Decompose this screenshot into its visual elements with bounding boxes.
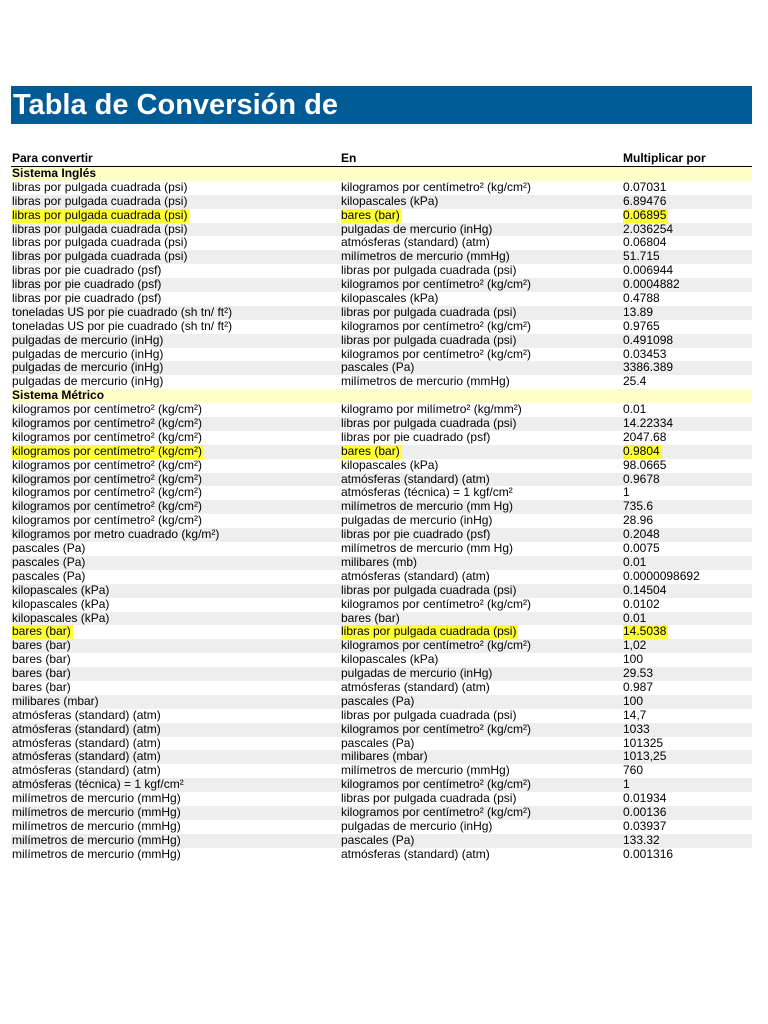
cell-factor: 0.01 xyxy=(623,554,647,569)
cell-to: pascales (Pa) xyxy=(341,735,415,750)
cell-from: atmósferas (standard) (atm) xyxy=(12,707,161,722)
cell-to: kilogramos por centímetro² (kg/cm²) xyxy=(341,318,532,333)
table-row xyxy=(11,750,752,764)
cell-to: bares (bar) xyxy=(341,610,400,625)
cell-to: libras por pulgada cuadrada (psi) xyxy=(341,582,517,597)
cell-from: kilogramos por centímetro² (kg/cm²) xyxy=(12,499,203,514)
cell-from: milímetros de mercurio (mmHg) xyxy=(12,832,181,847)
cell-to: pascales (Pa) xyxy=(341,832,415,847)
cell-factor: 0.006944 xyxy=(623,263,674,278)
cell-to: milibares (mb) xyxy=(341,554,418,569)
cell-factor: 0.06895 xyxy=(623,207,667,222)
cell-from: libras por pie cuadrado (psf) xyxy=(12,291,162,306)
cell-to: pulgadas de mercurio (inHg) xyxy=(341,818,493,833)
cell-from: pascales (Pa) xyxy=(12,554,86,569)
table-row xyxy=(11,306,752,320)
cell-to: kilogramos por centímetro² (kg/cm²) xyxy=(341,179,532,194)
cell-to: atmósferas (standard) (atm) xyxy=(341,679,490,694)
cell-factor: 735.6 xyxy=(623,499,654,514)
cell-to: milímetros de mercurio (mmHg) xyxy=(341,374,510,389)
cell-to: pascales (Pa) xyxy=(341,693,415,708)
cell-from: kilogramos por centímetro² (kg/cm²) xyxy=(12,416,203,431)
table-row xyxy=(11,181,752,195)
cell-to: bares (bar) xyxy=(341,443,400,458)
cell-to: kilogramos por centímetro² (kg/cm²) xyxy=(341,346,532,361)
table-row xyxy=(11,820,752,834)
cell-from: kilogramos por centímetro² (kg/cm²) xyxy=(12,457,203,472)
cell-to: kilopascales (kPa) xyxy=(341,193,439,208)
table-row xyxy=(11,695,752,709)
table-row xyxy=(11,195,752,209)
table-row xyxy=(11,417,752,431)
cell-factor: 3386.389 xyxy=(623,360,674,375)
cell-factor: 14.5038 xyxy=(623,624,667,639)
cell-factor: 28.96 xyxy=(623,513,654,528)
cell-to: pulgadas de mercurio (inHg) xyxy=(341,221,493,236)
table-row xyxy=(11,459,752,473)
table-row xyxy=(11,792,752,806)
cell-from: atmósferas (standard) (atm) xyxy=(12,735,161,750)
cell-to: kilogramos por centímetro² (kg/cm²) xyxy=(341,804,532,819)
table-row xyxy=(11,264,752,278)
cell-from: pascales (Pa) xyxy=(12,541,86,556)
table-row xyxy=(11,236,752,250)
cell-from: milímetros de mercurio (mmHg) xyxy=(12,791,181,806)
cell-to: libras por pulgada cuadrada (psi) xyxy=(341,332,517,347)
cell-factor: 0.14504 xyxy=(623,582,667,597)
table-row xyxy=(11,834,752,848)
section-header-row xyxy=(11,389,752,403)
cell-factor: 1,02 xyxy=(623,638,647,653)
table-row xyxy=(11,334,752,348)
cell-from: libras por pulgada cuadrada (psi) xyxy=(12,249,188,264)
cell-factor: 13.89 xyxy=(623,304,654,319)
cell-from: atmósferas (standard) (atm) xyxy=(12,721,161,736)
cell-to: bares (bar) xyxy=(341,207,400,222)
cell-factor: 760 xyxy=(623,763,644,778)
cell-to: kilopascales (kPa) xyxy=(341,457,439,472)
table-row xyxy=(11,292,752,306)
table-row xyxy=(11,348,752,362)
table-row xyxy=(11,375,752,389)
cell-to: kilopascales (kPa) xyxy=(341,652,439,667)
conversion-table xyxy=(11,152,752,862)
cell-factor: 29.53 xyxy=(623,666,654,681)
table-row xyxy=(11,403,752,417)
cell-from: libras por pie cuadrado (psf) xyxy=(12,263,162,278)
column-header-factor: Multiplicar por xyxy=(623,151,706,165)
cell-to: libras por pulgada cuadrada (psi) xyxy=(341,707,517,722)
section-title: Sistema Inglés xyxy=(12,166,97,180)
table-row xyxy=(11,625,752,639)
table-row xyxy=(11,639,752,653)
cell-factor: 51.715 xyxy=(623,249,660,264)
cell-to: atmósferas (standard) (atm) xyxy=(341,235,490,250)
cell-factor: 25.4 xyxy=(623,374,647,389)
cell-from: kilopascales (kPa) xyxy=(12,582,110,597)
cell-factor: 0.9804 xyxy=(623,443,660,458)
cell-to: milímetros de mercurio (mm Hg) xyxy=(341,499,514,514)
cell-from: libras por pulgada cuadrada (psi) xyxy=(12,221,188,236)
cell-to: kilogramos por centímetro² (kg/cm²) xyxy=(341,596,532,611)
column-header-to: En xyxy=(341,151,357,165)
cell-to: kilogramos por centímetro² (kg/cm²) xyxy=(341,638,532,653)
table-row xyxy=(11,612,752,626)
cell-factor: 0.0004882 xyxy=(623,277,680,292)
cell-factor: 0.4788 xyxy=(623,291,660,306)
cell-to: libras por pulgada cuadrada (psi) xyxy=(341,416,517,431)
cell-to: atmósferas (standard) (atm) xyxy=(341,568,490,583)
cell-from: atmósferas (técnica) = 1 kgf/cm² xyxy=(12,777,184,792)
table-row xyxy=(11,278,752,292)
table-row xyxy=(11,500,752,514)
cell-from: pulgadas de mercurio (inHg) xyxy=(12,332,164,347)
table-row xyxy=(11,764,752,778)
cell-from: libras por pulgada cuadrada (psi) xyxy=(12,207,188,222)
cell-from: libras por pulgada cuadrada (psi) xyxy=(12,235,188,250)
cell-to: pascales (Pa) xyxy=(341,360,415,375)
section-title: Sistema Métrico xyxy=(12,388,105,403)
table-row xyxy=(11,542,752,556)
cell-from: atmósferas (standard) (atm) xyxy=(12,763,161,778)
cell-to: milibares (mbar) xyxy=(341,749,428,764)
cell-to: milímetros de mercurio (mmHg) xyxy=(341,249,510,264)
cell-factor: 133.32 xyxy=(623,832,660,847)
cell-factor: 0.01 xyxy=(623,402,647,417)
cell-factor: 0.0000098692 xyxy=(623,568,700,583)
table-row xyxy=(11,737,752,751)
cell-factor: 2047.68 xyxy=(623,429,667,444)
cell-factor: 0.01934 xyxy=(623,791,667,806)
cell-to: atmósferas (standard) (atm) xyxy=(341,846,490,861)
cell-factor: 6.89476 xyxy=(623,193,667,208)
cell-to: kilopascales (kPa) xyxy=(341,291,439,306)
section-header-row xyxy=(11,167,752,181)
cell-factor: 1 xyxy=(623,777,630,792)
table-row xyxy=(11,556,752,570)
table-row xyxy=(11,431,752,445)
cell-factor: 0.0102 xyxy=(623,596,660,611)
cell-factor: 0.06804 xyxy=(623,235,667,250)
cell-from: kilogramos por centímetro² (kg/cm²) xyxy=(12,513,203,528)
cell-factor: 101325 xyxy=(623,735,664,750)
cell-to: libras por pulgada cuadrada (psi) xyxy=(341,263,517,278)
table-row xyxy=(11,486,752,500)
cell-to: milímetros de mercurio (mm Hg) xyxy=(341,541,514,556)
table-header-row xyxy=(11,152,752,167)
cell-from: milímetros de mercurio (mmHg) xyxy=(12,818,181,833)
table-row xyxy=(11,528,752,542)
cell-factor: 0.9765 xyxy=(623,318,660,333)
cell-from: kilogramos por metro cuadrado (kg/m²) xyxy=(12,527,220,542)
cell-from: libras por pulgada cuadrada (psi) xyxy=(12,193,188,208)
cell-to: atmósferas (standard) (atm) xyxy=(341,471,490,486)
cell-to: kilogramos por centímetro² (kg/cm²) xyxy=(341,721,532,736)
table-row xyxy=(11,723,752,737)
cell-factor: 100 xyxy=(623,693,644,708)
cell-factor: 0.01 xyxy=(623,610,647,625)
table-row xyxy=(11,709,752,723)
table-row xyxy=(11,598,752,612)
title-bar xyxy=(11,86,752,124)
table-row xyxy=(11,681,752,695)
cell-to: atmósferas (técnica) = 1 kgf/cm² xyxy=(341,485,513,500)
table-row xyxy=(11,320,752,334)
cell-from: libras por pie cuadrado (psf) xyxy=(12,277,162,292)
cell-from: pulgadas de mercurio (inHg) xyxy=(12,374,164,389)
table-row xyxy=(11,250,752,264)
cell-from: toneladas US por pie cuadrado (sh tn/ ft²) xyxy=(12,304,233,319)
cell-factor: 14,7 xyxy=(623,707,647,722)
cell-to: pulgadas de mercurio (inHg) xyxy=(341,513,493,528)
cell-from: libras por pulgada cuadrada (psi) xyxy=(12,179,188,194)
cell-from: kilogramos por centímetro² (kg/cm²) xyxy=(12,485,203,500)
cell-from: milibares (mbar) xyxy=(12,693,99,708)
cell-factor: 100 xyxy=(623,652,644,667)
cell-factor: 0.987 xyxy=(623,679,654,694)
table-row xyxy=(11,473,752,487)
cell-to: libras por pie cuadrado (psf) xyxy=(341,527,491,542)
table-row xyxy=(11,361,752,375)
table-row xyxy=(11,514,752,528)
cell-from: bares (bar) xyxy=(12,638,71,653)
cell-from: atmósferas (standard) (atm) xyxy=(12,749,161,764)
cell-to: kilogramos por centímetro² (kg/cm²) xyxy=(341,777,532,792)
cell-from: kilogramos por centímetro² (kg/cm²) xyxy=(12,429,203,444)
table-row xyxy=(11,584,752,598)
cell-factor: 0.07031 xyxy=(623,179,667,194)
cell-factor: 14.22334 xyxy=(623,416,674,431)
cell-from: milímetros de mercurio (mmHg) xyxy=(12,846,181,861)
table-row xyxy=(11,778,752,792)
table-row xyxy=(11,653,752,667)
cell-factor: 0.9678 xyxy=(623,471,660,486)
cell-to: libras por pie cuadrado (psf) xyxy=(341,429,491,444)
cell-to: libras por pulgada cuadrada (psi) xyxy=(341,791,517,806)
cell-to: libras por pulgada cuadrada (psi) xyxy=(341,624,517,639)
cell-factor: 0.001316 xyxy=(623,846,674,861)
cell-factor: 1 xyxy=(623,485,630,500)
cell-from: toneladas US por pie cuadrado (sh tn/ ft²) xyxy=(12,318,233,333)
cell-factor: 0.491098 xyxy=(623,332,674,347)
cell-from: pulgadas de mercurio (inHg) xyxy=(12,360,164,375)
cell-from: pascales (Pa) xyxy=(12,568,86,583)
cell-factor: 1033 xyxy=(623,721,650,736)
cell-to: milímetros de mercurio (mmHg) xyxy=(341,763,510,778)
cell-factor: 0.03937 xyxy=(623,818,667,833)
cell-factor: 0.03453 xyxy=(623,346,667,361)
cell-from: pulgadas de mercurio (inHg) xyxy=(12,346,164,361)
cell-to: pulgadas de mercurio (inHg) xyxy=(341,666,493,681)
cell-from: kilogramos por centímetro² (kg/cm²) xyxy=(12,471,203,486)
table-row xyxy=(11,667,752,681)
cell-from: milímetros de mercurio (mmHg) xyxy=(12,804,181,819)
cell-to: kilogramos por centímetro² (kg/cm²) xyxy=(341,277,532,292)
cell-factor: 0.00136 xyxy=(623,804,667,819)
cell-from: kilogramos por centímetro² (kg/cm²) xyxy=(12,402,203,417)
cell-factor: 0.2048 xyxy=(623,527,660,542)
cell-from: bares (bar) xyxy=(12,679,71,694)
table-row xyxy=(11,570,752,584)
cell-factor: 98.0665 xyxy=(623,457,667,472)
cell-from: bares (bar) xyxy=(12,666,71,681)
table-body xyxy=(11,167,752,862)
cell-from: kilogramos por centímetro² (kg/cm²) xyxy=(12,443,203,458)
page-title: Tabla de Conversión de xyxy=(13,89,338,121)
table-row xyxy=(11,806,752,820)
column-header-from: Para convertir xyxy=(12,151,93,165)
cell-to: kilogramo por milímetro² (kg/mm²) xyxy=(341,402,522,417)
table-row xyxy=(11,445,752,459)
cell-from: bares (bar) xyxy=(12,624,71,639)
cell-from: bares (bar) xyxy=(12,652,71,667)
cell-from: kilopascales (kPa) xyxy=(12,610,110,625)
table-row xyxy=(11,848,752,862)
table-row xyxy=(11,223,752,237)
table-row xyxy=(11,209,752,223)
cell-factor: 0.0075 xyxy=(623,541,660,556)
cell-factor: 2.036254 xyxy=(623,221,674,236)
cell-factor: 1013,25 xyxy=(623,749,667,764)
cell-to: libras por pulgada cuadrada (psi) xyxy=(341,304,517,319)
cell-from: kilopascales (kPa) xyxy=(12,596,110,611)
